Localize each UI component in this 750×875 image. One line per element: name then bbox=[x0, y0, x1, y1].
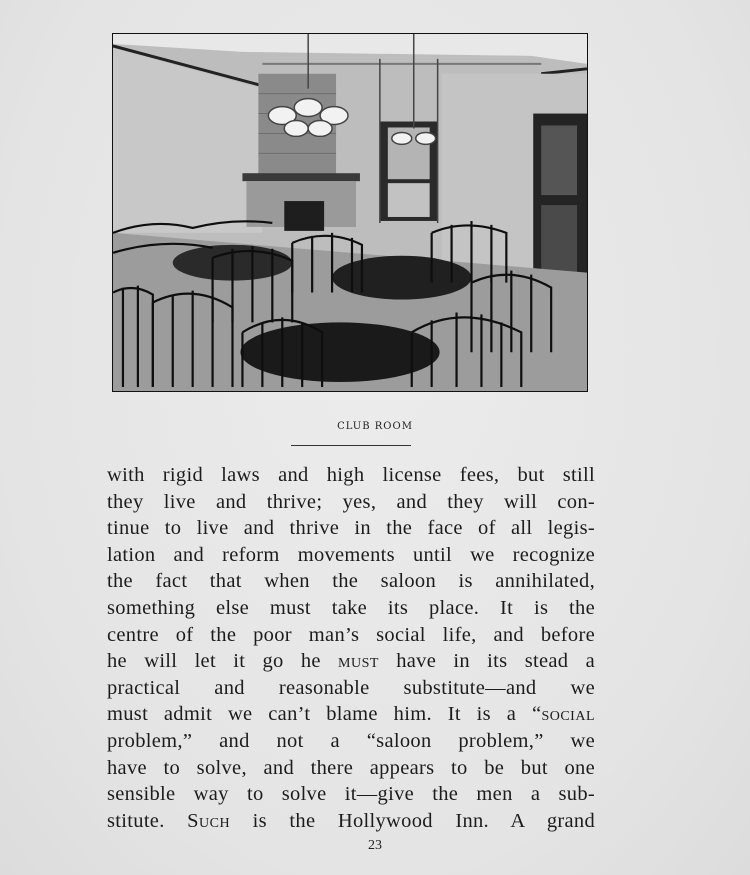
text-line bbox=[107, 568, 595, 595]
text-line bbox=[107, 675, 595, 702]
small-caps-text: Such bbox=[187, 809, 231, 832]
text-run: he will let it go he bbox=[107, 650, 339, 673]
text-line bbox=[107, 515, 595, 542]
text-run: centre of the poor man’s social life, and before bbox=[107, 623, 595, 646]
text-line bbox=[107, 489, 595, 516]
page-number: 23 bbox=[368, 838, 382, 853]
text-run: practical and reasonable substitute—and we bbox=[107, 676, 595, 699]
text-run: stitute. bbox=[107, 809, 188, 832]
photo-caption: CLUB ROOM bbox=[337, 421, 413, 432]
text-line bbox=[107, 622, 595, 649]
text-run: the fact that when the saloon is annihilated, bbox=[107, 570, 595, 593]
text-line bbox=[107, 542, 595, 569]
text-run: something else must take its place. It is the bbox=[107, 596, 595, 619]
small-caps-text: social bbox=[541, 703, 595, 726]
text-run: have in its stead a bbox=[378, 650, 595, 673]
text-line bbox=[107, 701, 595, 728]
text-line bbox=[107, 595, 595, 622]
club-room-photo bbox=[112, 33, 588, 392]
body-text bbox=[107, 462, 595, 834]
text-line bbox=[107, 755, 595, 782]
text-line bbox=[107, 728, 595, 755]
text-run: sensible way to solve it—give the men a sub- bbox=[107, 783, 595, 806]
text-run: tinue to live and thrive in the face of all legis- bbox=[107, 517, 595, 540]
text-run: lation and reform movements until we recognize bbox=[107, 543, 595, 566]
text-run: have to solve, and there appears to be but one bbox=[107, 756, 595, 779]
text-line bbox=[107, 462, 595, 489]
text-run: they live and thrive; yes, and they will con- bbox=[107, 490, 595, 513]
text-run: must admit we can’t blame him. It is a “ bbox=[107, 703, 542, 726]
text-line bbox=[107, 648, 595, 675]
text-run: with rigid laws and high license fees, but still bbox=[107, 464, 595, 486]
text-run: is the Hollywood Inn. A grand bbox=[230, 809, 596, 832]
text-run: problem,” and not a “saloon problem,” we bbox=[107, 729, 595, 752]
small-caps-text: must bbox=[338, 650, 379, 673]
caption-divider bbox=[291, 445, 411, 446]
text-line bbox=[107, 808, 595, 835]
text-line bbox=[107, 781, 595, 808]
